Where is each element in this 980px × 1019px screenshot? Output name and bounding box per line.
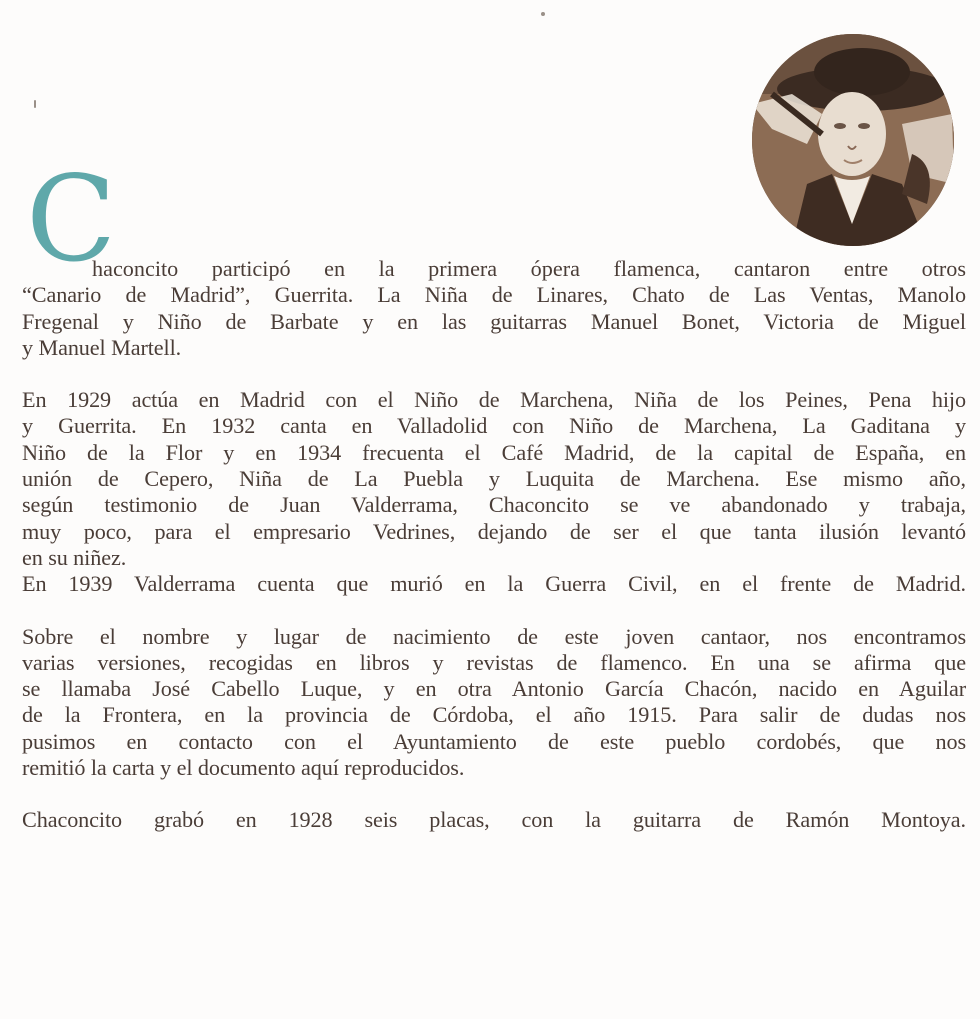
- paragraph-1-line-3: Fregenal y Niño de Barbate y en las guitarras Manuel Bonet, Victoria de Miguel: [22, 308, 966, 334]
- paragraph-1: [22, 256, 966, 361]
- paragraph-gap: [22, 598, 966, 624]
- scan-speck: [541, 12, 545, 16]
- paragraph-3-line-4: de la Frontera, en la provincia de Córdoba, el año 1915. Para salir de dudas nos: [22, 702, 966, 728]
- paragraph-2: [22, 387, 966, 597]
- paragraph-3-line-1: Sobre el nombre y lugar de nacimiento de este joven cantaor, nos encontramos: [22, 623, 966, 649]
- paragraph-1-line-1: haconcito participó en la primera ópera flamenca, cantaron entre otros: [92, 256, 966, 281]
- paragraph-2-line-2: y Guerrita. En 1932 canta en Valladolid con Niño de Marchena, La Gaditana y: [22, 413, 966, 439]
- drop-cap-letter: C: [26, 150, 117, 288]
- paragraph-3: [22, 624, 966, 782]
- article-body: [22, 256, 966, 834]
- paragraph-1-line-4: y Manuel Martell.: [22, 334, 182, 360]
- paragraph-2-line-1: En 1929 actúa en Madrid con el Niño de Marchena, Niña de los Peines, Pena hijo: [22, 387, 966, 413]
- scan-speck: [34, 100, 36, 108]
- paragraph-4: [22, 807, 966, 833]
- paragraph-1-line-2: “Canario de Madrid”, Guerrita. La Niña de Linares, Chato de Las Ventas, Manolo: [22, 282, 966, 308]
- paragraph-3-line-5: pusimos en contacto con el Ayuntamiento de este pueblo cordobés, que nos: [22, 728, 966, 754]
- paragraph-2-line-8: En 1939 Valderrama cuenta que murió en la Guerra Civil, en el frente de Madrid.: [22, 571, 966, 597]
- paragraph-2-line-5: según testimonio de Juan Valderrama, Chaconcito se ve abandonado y trabaja,: [22, 492, 966, 518]
- paragraph-gap: [22, 781, 966, 807]
- paragraph-2-line-7: en su niñez.: [22, 544, 127, 570]
- paragraph-2-line-6: muy poco, para el empresario Vedrines, dejando de ser el que tanta ilusión levantó: [22, 518, 966, 544]
- portrait-image: [752, 34, 954, 246]
- paragraph-4-line-1: Chaconcito grabó en 1928 seis placas, con la guitarra de Ramón Montoya.: [22, 807, 966, 833]
- paragraph-3-line-3: se llamaba José Cabello Luque, y en otra Antonio García Chacón, nacido en Aguilar: [22, 676, 966, 702]
- paragraph-3-line-2: varias versiones, recogidas en libros y revistas de flamenco. En una se afirma que: [22, 649, 966, 675]
- paragraph-3-line-6: remitió la carta y el documento aquí reproducidos.: [22, 755, 465, 781]
- paragraph-2-line-4: unión de Cepero, Niña de La Puebla y Luquita de Marchena. Ese mismo año,: [22, 466, 966, 492]
- paragraph-2-line-3: Niño de la Flor y en 1934 frecuenta el Café Madrid, de la capital de España, en: [22, 439, 966, 465]
- portrait-photo: [752, 34, 954, 246]
- paragraph-gap: [22, 361, 966, 387]
